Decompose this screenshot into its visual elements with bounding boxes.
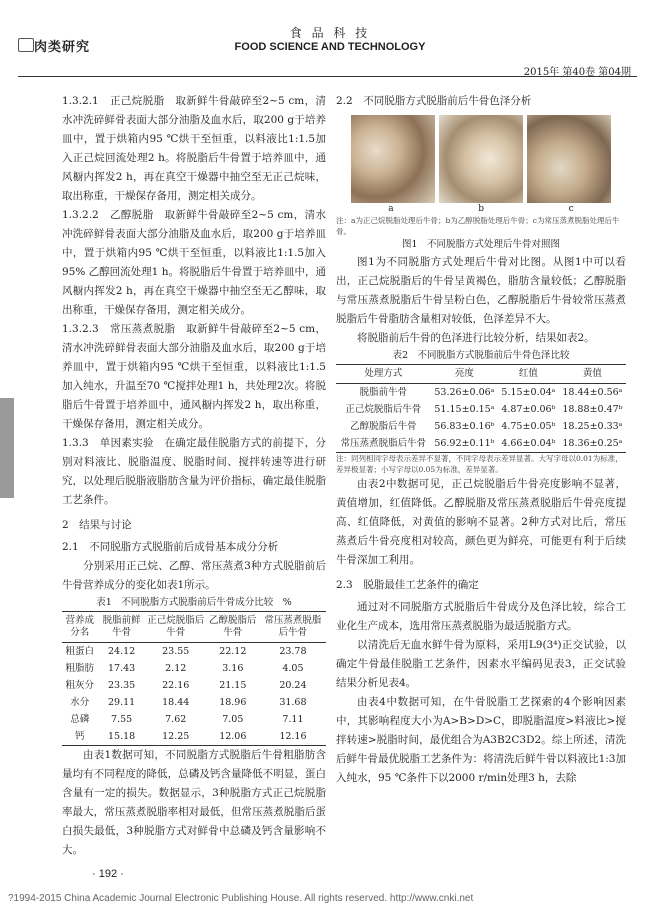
table-cell: 56.83±0.16ᵇ: [434, 421, 495, 432]
table-cell: 3.16: [222, 663, 244, 674]
table-cell: 7.11: [282, 714, 304, 725]
table1-header: 营养成分名: [62, 612, 98, 643]
journal-title: [210, 24, 450, 53]
section-1-3-2-1: 1.3.2.1 正己烷脱脂 取新鲜牛骨敲碎至2~5 cm，清水冲洗碎鲜骨表面大部分油脂及血水后，取200 g于培养皿中，置于烘箱内95 ℃烘干至恒重，以料液比1:1.5加入正己烷回流处理2 h。将脱脂后牛骨置于培养皿中，通风橱内挥发2 h，再在真空干燥器中抽空至无正己烷味，取出称重，干燥保存备用，测定相关成分。: [62, 95, 326, 202]
table-cell: 12.16: [279, 731, 307, 742]
table-cell: 7.62: [165, 714, 187, 725]
photo-boiled-defatted-bone: [527, 115, 611, 203]
paragraph-orthogonal-design: 以清洗后无血水鲜牛骨为原料，采用L9(3⁴)正交试验，以确定牛骨最佳脱脂工艺条件，因素水平编码见表3，正交试验结果分析见表4。: [336, 639, 626, 689]
table-cell: 18.36±0.25ᵃ: [562, 438, 623, 449]
figure1-labels: [346, 203, 616, 215]
section-1-3-2-3: 1.3.2.3 常压蒸煮脱脂 取新鲜牛骨敲碎至2~5 cm，清水冲洗碎鲜骨表面大部分油脂及血水后，取200 g于培养皿中，置于烘箱内95 ℃烘干至恒重，以料液比1:1.5加入纯水，升温至70 ℃搅拌处理1 h，共处理2次。将脱脂后牛骨置于培养皿中，通风橱内挥发2 h，取出称重，干燥保存备用，测定相关成分。: [62, 323, 326, 430]
table-cell: 脱脂前牛骨: [359, 387, 408, 398]
journal-logo-icon: [18, 38, 34, 52]
table-cell: 23.35: [108, 680, 136, 691]
table-row: [336, 384, 626, 402]
paragraph-table1-analysis: 由表1数据可知，不同脱脂方式脱脂后牛骨粗脂肪含量均有不同程度的降低，总磷及钙含量降低不明显，蛋白含量有一定的损失。数据显示，3种脱脂方式正己烷脱脂率最大，常压蒸煮脱脂率相对最低，但常压蒸煮脱脂后蛋白损失最低，3种脱脂方式对鲜骨中总磷及钙含量影响不大。: [62, 749, 326, 856]
table-row: [62, 711, 326, 728]
table1-header: 乙醇脱脂后牛骨: [206, 612, 260, 643]
table1-header: 常压蒸煮脱脂后牛骨: [260, 612, 326, 643]
right-column: [336, 92, 626, 788]
table1-caption: 表1 不同脱脂方式脱脂前后牛骨成分比较 %: [96, 597, 292, 608]
table2-header-row: [336, 365, 626, 384]
table-cell: 粗灰分: [65, 680, 95, 691]
table-cell: 正己烷脱脂后牛骨: [345, 404, 422, 415]
table-row: [336, 418, 626, 435]
table-cell: 21.15: [219, 680, 247, 691]
table-cell: 23.78: [279, 646, 307, 657]
table-cell: 24.12: [108, 646, 136, 657]
figure1-note: 注：a为正己烷脱脂处理后牛骨；b为乙醇脱脂处理后牛骨；c为常压蒸煮脱脂处理后牛骨。: [336, 216, 620, 236]
journal-title-en: FOOD SCIENCE AND TECHNOLOGY: [234, 41, 426, 53]
table-cell: 18.44±0.56ᵃ: [562, 387, 623, 398]
table1-header-row: [62, 612, 326, 643]
heading-2-1: 2.1 不同脱脂方式脱脂前后成骨基本成分分析: [62, 541, 279, 553]
table2-header: 红值: [498, 365, 559, 384]
table2-note: 注：同列相同字母表示差异不显著，不同字母表示差异显著。大写字母以0.01为标准，差异极显著；小写字母以0.05为标准，差异显著。: [336, 454, 623, 474]
table2-caption: 表2 不同脱脂方式脱脂前后牛骨色泽比较: [392, 350, 570, 361]
photo-hexane-defatted-bone: [351, 115, 435, 203]
table-cell: 22.12: [219, 646, 247, 657]
table-row: [336, 401, 626, 418]
photo-ethanol-defatted-bone: [439, 115, 523, 203]
table-cell: 15.18: [108, 731, 136, 742]
table-cell: 5.15±0.04ᵃ: [501, 387, 556, 398]
table-cell: 4.66±0.04ᵇ: [501, 438, 556, 449]
table-cell: 粗脂肪: [65, 663, 95, 674]
photo-label-a: a: [388, 204, 394, 214]
table-cell: 钙: [75, 731, 85, 742]
issue-info: 2015年 第40卷 第04期: [523, 67, 631, 78]
table-cell: 12.06: [219, 731, 247, 742]
table-cell: 18.88±0.47ᵇ: [562, 404, 623, 415]
table-cell: 51.15±0.15ᵃ: [434, 404, 495, 415]
table-cell: 总磷: [70, 714, 90, 725]
table-row: [62, 728, 326, 746]
journal-section-title: 肉类研究: [34, 40, 91, 55]
table-cell: 4.75±0.05ᵇ: [501, 421, 556, 432]
paragraph-optimal-conditions: 由表4中数据可知，在牛骨脱脂工艺探索的4个影响因素中，其影响程度大小为A>B>D>C，即脱脂温度>料液比>搅拌转速>脱脂时间，最优组合为A3B2C3D2。综上所述，清洗后鲜牛骨最优脱脂工艺条件为：将清洗后鲜牛骨以料液比1:3加入纯水，95 ℃条件下以2000 r/min处理3 h，去除: [336, 696, 626, 784]
photo-label-b: b: [478, 204, 485, 214]
table-cell: 4.05: [282, 663, 304, 674]
table-cell: 乙醇脱脂后牛骨: [350, 421, 417, 432]
table-cell: 2.12: [165, 663, 187, 674]
table-cell: 粗蛋白: [65, 646, 95, 657]
table-row: [62, 643, 326, 661]
section-1-3-3: 1.3.3 单因素实验 在确定最佳脱脂方式的前提下，分别对料液比、脱脂温度、脱脂时间、搅拌转速等进行研究，以处理后脱脂液脂肪含量为评价指标，确定最佳脱脂工艺条件。: [62, 437, 326, 506]
paragraph-method-choice: 通过对不同脱脂方式脱脂后牛骨成分及色泽比较，综合工业化生产成本，选用常压蒸煮脱脂为最适脱脂方式。: [336, 601, 626, 632]
table-cell: 7.05: [222, 714, 244, 725]
table-cell: 29.11: [108, 697, 136, 708]
left-column: [62, 92, 326, 860]
photo-label-c: c: [568, 204, 574, 214]
table-cell: 53.26±0.06ᵃ: [434, 387, 495, 398]
table-cell: 22.16: [162, 680, 190, 691]
table-cell: 7.55: [111, 714, 133, 725]
journal-title-cn: 食 品 科 技: [289, 26, 371, 40]
table-cell: 水分: [70, 697, 90, 708]
table-cell: 56.92±0.11ᵇ: [434, 438, 495, 449]
section-1-3-2-2: 1.3.2.2 乙醇脱脂 取新鲜牛骨敲碎至2~5 cm，清水冲洗碎鲜骨表面大部分油脂及血水后，取200 g于培养皿中，置于烘箱内95 ℃烘干至恒重，以料液比1:1.5加入95% 乙醇回流处理1 h。将脱脂后牛骨置于培养皿中，通风橱内挥发2 h，再在真空干燥器中抽空至无乙醇味，取出称重，干燥保存备用，测定相关成分。: [62, 209, 326, 316]
table-cell: 23.55: [162, 646, 190, 657]
table-cell: 12.25: [162, 731, 190, 742]
heading-2-3: 2.3 脱脂最佳工艺条件的确定: [336, 579, 479, 591]
heading-2: 2 结果与讨论: [62, 519, 132, 531]
table-cell: 4.87±0.06ᵇ: [501, 404, 556, 415]
table-cell: 常压蒸煮脱脂后牛骨: [340, 438, 427, 449]
copyright-footer: ?1994-2015 China Academic Journal Electronic Publishing House. All rights reserved. http://www.cnki.net: [8, 893, 474, 904]
table1-header: 正己烷脱脂后牛骨: [146, 612, 206, 643]
table-cell: 18.96: [219, 697, 247, 708]
table-cell: 17.43: [108, 663, 136, 674]
table2-header: 亮度: [431, 365, 498, 384]
paragraph-table1-intro: 分别采用正己烷、乙醇、常压蒸煮3种方式脱脂前后牛骨营养成分的变化如表1所示。: [62, 560, 326, 591]
table-cell: 18.44: [162, 697, 190, 708]
table1-header: 脱脂前鲜牛骨: [98, 612, 146, 643]
table-row: [62, 660, 326, 677]
table-cell: 18.25±0.33ᵃ: [562, 421, 623, 432]
table-row: [62, 694, 326, 711]
table2: [336, 364, 626, 453]
table-row: [62, 677, 326, 694]
page-number: · 192 ·: [92, 868, 124, 880]
heading-2-2: 2.2 不同脱脂方式脱脂前后牛骨色泽分析: [336, 95, 532, 107]
table-cell: 20.24: [279, 680, 307, 691]
paragraph-table2-intro: 将脱脂前后牛骨的色泽进行比较分析，结果如表2。: [357, 332, 595, 344]
figure1-photos: [336, 115, 626, 203]
table2-header: 处理方式: [336, 365, 431, 384]
table1: [62, 611, 326, 746]
figure1-caption: 图1 不同脱脂方式处理后牛骨对照图: [401, 239, 561, 250]
paragraph-table2-analysis: 由表2中数据可见，正己烷脱脂后牛骨亮度影响不显著，黄值增加，红值降低。乙醇脱脂及常压蒸煮脱脂后牛骨亮度提高、红值降低，对黄值的影响不显著。2种方式对比后，常压蒸煮后牛骨亮度相对较高，颜色更为鲜亮，可能更有利于后续牛骨深加工利用。: [336, 478, 626, 566]
header-divider: [18, 76, 637, 77]
side-tab-marker: [0, 398, 14, 498]
table-cell: 31.68: [279, 697, 307, 708]
table2-header: 黄值: [559, 365, 626, 384]
table-row: [336, 435, 626, 453]
paragraph-figure1-analysis: 图1为不同脱脂方式处理后牛骨对比图。从图1中可以看出，正己烷脱脂后的牛骨呈黄褐色，脂肪含量较低；乙醇脱脂与常压蒸煮脱脂后牛骨呈粉白色，乙醇脱脂后牛骨较常压蒸煮脱脂后牛骨脂肪含量相对较低，色泽差异不大。: [336, 256, 626, 325]
